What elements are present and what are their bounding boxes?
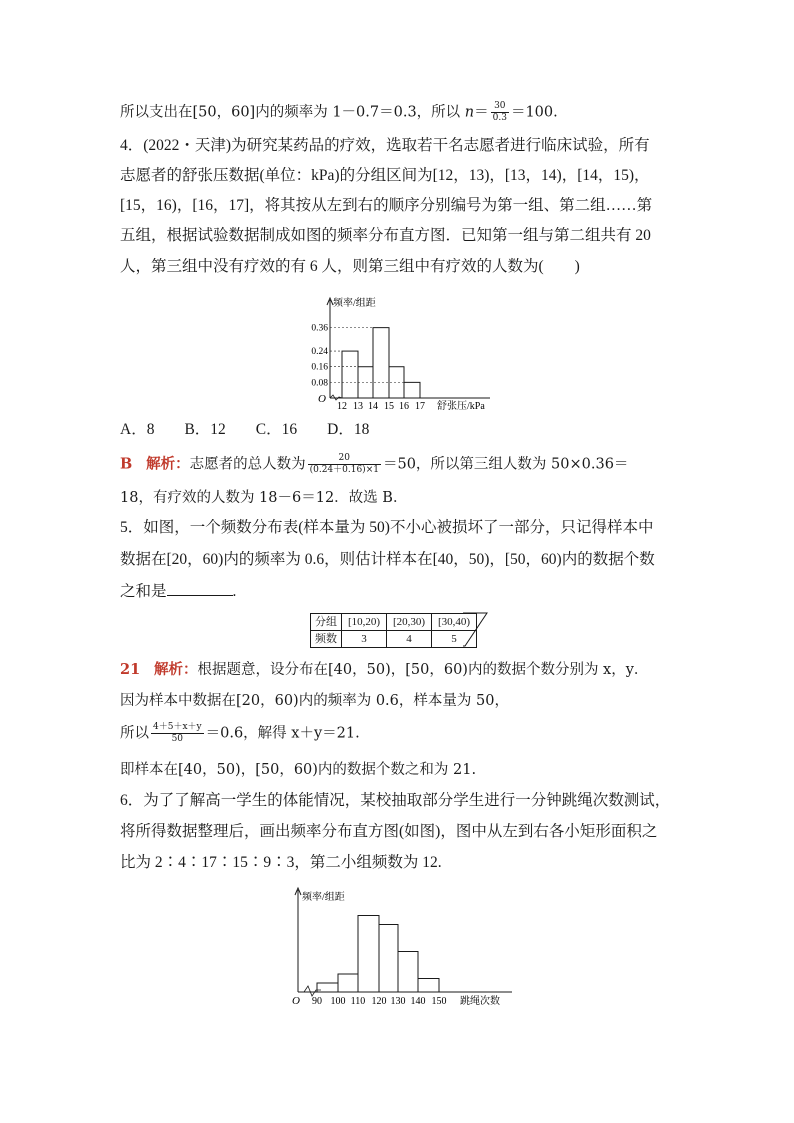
x-tick-label: 14	[368, 401, 378, 410]
x-tick-label: 17	[415, 401, 425, 410]
answer-letter: 21	[120, 661, 141, 678]
text: ＝0.6，解得 x＋y＝21.	[205, 725, 360, 742]
y-tick-label: 0.36	[311, 323, 328, 334]
q4-line-1: 4．(2022・天津)为研究某药品的疗效，选取若干名志愿者进行临床试验，所有	[120, 137, 650, 154]
x-tick-label: 90	[312, 996, 322, 1007]
answer-blank	[167, 581, 233, 596]
x-tick-label: 110	[350, 996, 366, 1007]
fraction	[308, 453, 381, 476]
text: 所以	[120, 725, 149, 742]
histogram-bar	[358, 916, 379, 993]
denominator: 50	[171, 734, 184, 744]
x-tick-label: 120	[371, 996, 387, 1007]
text: 志愿者的总人数为	[189, 456, 306, 473]
option-c: C．16	[255, 421, 298, 438]
histogram-jump	[290, 882, 520, 1010]
q4-line-3: [15，16)，[16，17]，将其按从左到右的顺序分别编号为第一组、第二组……第	[120, 197, 653, 214]
y-tick-label: 0.24	[311, 347, 328, 358]
option-a: A．8	[120, 421, 155, 438]
x-tick-label: 15	[384, 401, 394, 410]
a5-line-2: 因为样本中数据在[20，60)内的频率为 0.6，样本量为 50，	[120, 693, 509, 709]
table-cell: [30,40)	[432, 614, 477, 631]
histogram-bp	[300, 292, 500, 410]
table-cell: [20,30)	[387, 614, 432, 631]
y-tick-label: 0.08	[311, 378, 328, 389]
x-tick-label: 150	[431, 996, 447, 1007]
fraction	[491, 101, 509, 124]
x-tick-label: 130	[390, 996, 406, 1007]
q4-line-4: 五组，根据试验数据制成如图的频率分布直方图．已知第一组与第二组共有 20	[120, 227, 651, 244]
q6-line-2: 将所得数据整理后，画出频率分布直方图(如图)，图中从左到右各小矩形面积之	[120, 823, 658, 840]
table-row	[311, 631, 477, 648]
q4-options	[120, 420, 399, 440]
origin-label: O	[318, 393, 326, 405]
q5-line-2: 数据在[20，60)内的频率为 0.6，则估计样本在[40，50)，[50，60)内的数据个数	[120, 551, 655, 568]
histogram-bar	[342, 351, 358, 398]
q6-line-1: 6．为了了解高一学生的体能情况，某校抽取部分学生进行一分钟跳绳次数测试，	[120, 792, 671, 809]
y-axis-label: 频率/组距	[333, 298, 376, 309]
fraction	[151, 722, 204, 745]
text: ＝50，所以第三组人数为 50×0.36＝	[382, 456, 629, 473]
text: ＝100.	[510, 104, 558, 121]
table-cell: 4	[387, 631, 432, 648]
text: .	[232, 583, 237, 600]
denominator: 0.3	[492, 113, 507, 123]
table-cell: 3	[342, 631, 387, 648]
option-d: D．18	[327, 421, 370, 438]
x-tick-label: 140	[410, 996, 426, 1007]
histogram-bar	[373, 328, 389, 398]
text: 之和是	[120, 583, 167, 600]
histogram-bar	[338, 974, 358, 992]
x-tick-label: 13	[353, 401, 363, 410]
table-cell: 5	[432, 631, 477, 648]
option-b: B．12	[184, 421, 226, 438]
q5-line-3	[120, 581, 236, 602]
q4-line-5: 人，第三组中没有疗效的有 6 人，则第三组中有疗效的人数为( )	[120, 258, 580, 275]
analysis-tag: 解析：	[146, 455, 190, 473]
histogram-bar	[379, 925, 398, 993]
histogram-bar	[418, 979, 439, 993]
y-axis-label: 频率/组距	[302, 892, 345, 903]
table-cell: [10,20)	[342, 614, 387, 631]
histogram-bar	[404, 382, 420, 398]
origin-label: O	[292, 995, 300, 1007]
var-n: n	[464, 104, 475, 121]
torn-edge	[463, 612, 503, 652]
text: ＝	[474, 104, 489, 121]
prev-answer-line	[120, 101, 558, 124]
q6-line-3: 比为 2∶4∶17∶15∶9∶3，第二小组频数为 12.	[120, 854, 442, 871]
a5-line-1	[120, 660, 648, 680]
x-tick-label: 16	[399, 401, 409, 410]
a4-line-2: 18，有疗效的人数为 18－6＝12．故选 B．	[120, 490, 408, 506]
numerator: 30	[491, 101, 509, 113]
histogram-bar	[398, 952, 418, 993]
denominator: (0.24＋0.16)×1	[309, 465, 379, 475]
a5-line-3	[120, 722, 360, 745]
numerator: 4＋5＋x＋y	[153, 722, 202, 732]
frequency-table	[310, 613, 477, 648]
y-tick-label: 0.16	[311, 362, 328, 373]
histogram-bar	[317, 983, 338, 992]
x-axis-label: 跳绳次数	[460, 996, 500, 1007]
x-tick-label: 12	[337, 401, 347, 410]
numerator: 20	[308, 453, 381, 465]
text: 根据题意，设分布在[40，50)，[50，60)内的数据个数分别为 x，y．	[197, 662, 649, 678]
axis-break	[304, 986, 321, 996]
answer-letter: B	[120, 455, 133, 473]
q5-line-1: 5．如图，一个频数分布表(样本量为 50)不小心被损坏了一部分，只记得样本中	[120, 519, 654, 536]
table-row	[311, 614, 477, 631]
a5-line-4: 即样本在[40，50)，[50，60)内的数据个数之和为 21.	[120, 762, 477, 778]
x-tick-label: 100	[330, 996, 346, 1007]
analysis-tag: 解析：	[154, 661, 198, 678]
table-cell: 频数	[311, 631, 342, 648]
q4-line-2: 志愿者的舒张压数据(单位：kPa)的分组区间为[12，13)，[13，14)，[14，15)，	[120, 167, 650, 184]
x-axis-label: 舒张压/kPa	[437, 401, 485, 410]
table-cell: 分组	[311, 614, 342, 631]
text: 所以支出在[50，60]内的频率为 1－0.7＝0.3，所以	[120, 104, 465, 121]
a4-line-1	[120, 453, 628, 476]
